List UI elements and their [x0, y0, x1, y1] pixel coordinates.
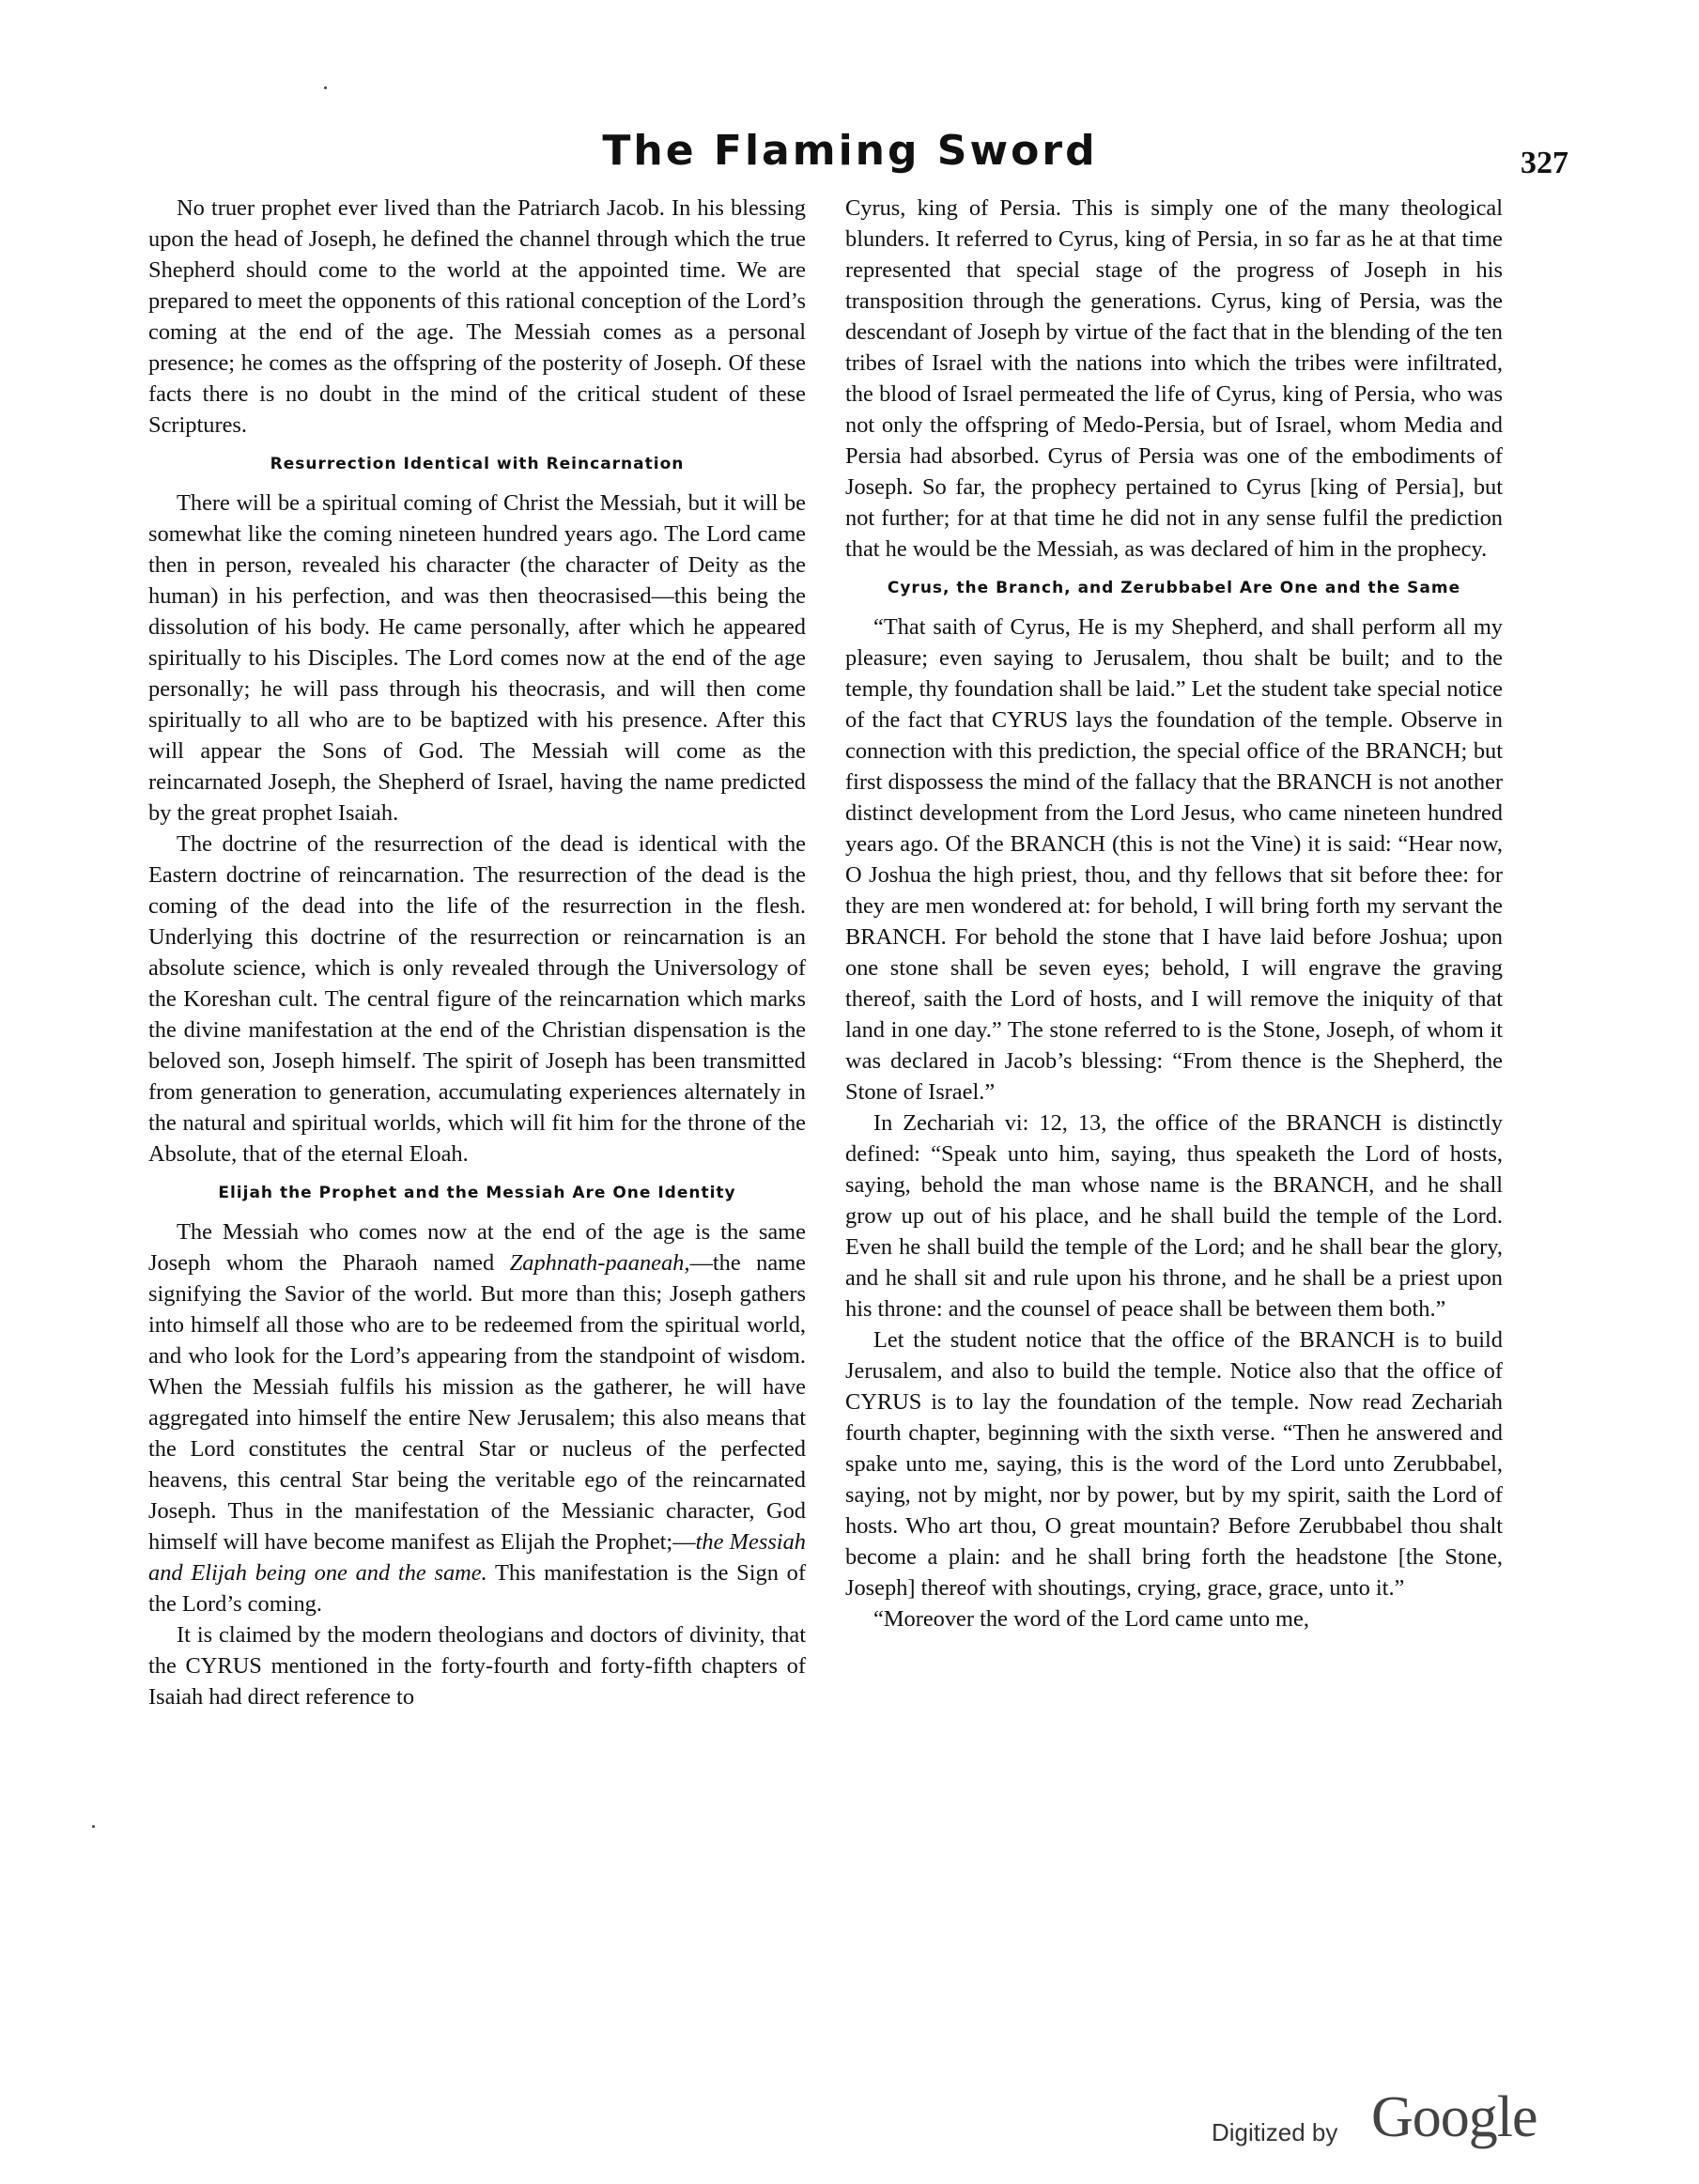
paragraph-text: —the name signifying the Savior of the world. But more than this; Joseph gathers into himself all those who are to be redeemed from the spiritual world, and who look for the Lord’s appearing from the standpoint of wisdom. When the Messiah fulfils his mission as the gatherer, he will have aggregated into himself the entire New Jerusalem; this also means that the Lord constitutes the central Star or nucleus of the perfected heavens, this central Star being the veritable ego of the reincarnated Joseph. Thus in the manifestation of the Messianic character, God himself will have become manifest as Elijah the Prophet;—: [148, 1250, 806, 1555]
section-heading: Cyrus, the Branch, and Zerubbabel Are One and the Same: [887, 579, 1461, 597]
paragraph: Let the student notice that the office of the BRANCH is to build Jerusalem, and also to build the temple. Notice also that the office of CYRUS is to lay the foundation of the temple. Now read Zechariah fourth chapter, beginning with the sixth verse. “Then he answered and spake unto me, saying, this is the word of the Lord unto Zerubbabel, saying, not by might, nor by power, but by my spirit, saith the Lord of hosts. Who art thou, O great mountain? Before Zerubbabel thou shalt become a plain: and he shall bring forth the headstone [the Stone, Joseph] thereof with shoutings, crying, grace, grace, unto it.”: [845, 1327, 1503, 1601]
page-number: 327: [1521, 146, 1568, 180]
scan-speck: [324, 86, 327, 89]
paragraph-text: This manifestation is the Sign of the Lord’s coming.: [148, 1560, 806, 1617]
paragraph-text: The Messiah who comes now at the end of the age is the same Joseph whom the Pharaoh named: [148, 1219, 806, 1276]
paragraph: It is claimed by the modern theologians and doctors of divinity, that the CYRUS mentioned in the forty-fourth and forty-fifth chapters of Isaiah had direct reference to: [148, 1622, 806, 1710]
paragraph: No truer prophet ever lived than the Patriarch Jacob. In his blessing upon the head of Joseph, he defined the channel through which the true Shepherd should come to the world at the appointed time. We are prepared to meet the opponents of this rational conception of the Lord’s coming at the end of the age. The Messiah comes as a personal presence; he comes as the offspring of the posterity of Joseph. Of these facts there is no doubt in the mind of the critical student of these Scriptures.: [148, 195, 806, 438]
italic-text: Zaphnath-paaneah,: [509, 1250, 690, 1276]
right-column: [845, 193, 1503, 1634]
paragraph: Cyrus, king of Persia. This is simply one of the many theological blunders. It referred to Cyrus, king of Persia, in so far as he at that time represented that special stage of the progress of Joseph in his transposition through the generations. Cyrus, king of Persia, was the descendant of Joseph by virtue of the fact that in the blending of the ten tribes of Israel with the nations into which the tribes were infiltrated, the blood of Israel permeated the life of Cyrus, king of Persia, who was not only the offspring of Medo-Persia, but of Israel, whom Media and Persia had absorbed. Cyrus of Persia was one of the embodiments of Joseph. So far, the prophecy pertained to Cyrus [king of Persia], but not further; for at that time he did not in any sense fulfil the prediction that he would be the Messiah, as was declared of him in the prophecy.: [845, 195, 1503, 562]
paragraph: “That saith of Cyrus, He is my Shepherd, and shall perform all my pleasure; even saying to Jerusalem, thou shalt be built; and to the temple, thy foundation shall be laid.” Let the student take special notice of the fact that CYRUS lays the foundation of the temple. Observe in connection with this prediction, the special office of the BRANCH; but first dispossess the mind of the fallacy that the BRANCH is not another distinct development from the Lord Jesus, who came nineteen hundred years ago. Of the BRANCH (this is not the Vine) it is said: “Hear now, O Joshua the high priest, thou, and thy fellows that sit before thee: for they are men wondered at: for behold, I will bring forth my servant the BRANCH. For behold the stone that I have laid before Joshua; upon one stone shall be seven eyes; behold, I will engrave the graving thereof, saith the Lord of hosts, and I will remove the iniquity of that land in one day.” The stone referred to is the Stone, Joseph, of whom it was declared in Jacob’s blessing: “From thence is the Shepherd, the Stone of Israel.”: [845, 614, 1503, 1105]
italic-text: the Messiah and Elijah being one and the same.: [148, 1529, 806, 1586]
left-column: [148, 193, 806, 1712]
paragraph: The doctrine of the resurrection of the dead is identical with the Eastern doctrine of reincarnation. The resurrection of the dead is the coming of the dead into the life of the resurrection in the flesh. Underlying this doctrine of the resurrection or reincarnation is an absolute science, which is only revealed through the Universology of the Koreshan cult. The central figure of the reincarnation which marks the divine manifestation at the end of the Christian dispensation is the beloved son, Joseph himself. The spirit of Joseph has been transmitted from generation to generation, accumulating experiences alternately in the natural and spiritual worlds, which will fit him for the throne of the Absolute, that of the eternal Eloah.: [148, 831, 806, 1167]
paragraph: In Zechariah vi: 12, 13, the office of the BRANCH is distinctly defined: “Speak unto him, saying, thus speaketh the Lord of hosts, saying, behold the man whose name is the BRANCH, and he shall grow up out of his place, and he shall build the temple of the Lord. Even he shall build the temple of the Lord; and he shall bear the glory, and he shall sit and rule upon his throne, and he shall be a priest upon his throne: and the counsel of peace shall be between them both.”: [845, 1110, 1503, 1322]
paragraph: “Moreover the word of the Lord came unto me,: [873, 1606, 1309, 1632]
paragraph: There will be a spiritual coming of Christ the Messiah, but it will be somewhat like the coming nineteen hundred years ago. The Lord came then in person, revealed his character (the character of Deity as the human) in his perfection, and was then theocrasised—this being the dissolution of his body. He came personally, after which he appeared spiritually to his Disciples. The Lord comes now at the end of the age personally; he will pass through his theocrasis, and will then come spiritually to all who are to be baptized with his presence. After this will appear the Sons of God. The Messiah will come as the reincarnated Joseph, the Shepherd of Israel, having the name predicted by the great prophet Isaiah.: [148, 490, 806, 826]
digitized-by-text: Digitized by: [1212, 2118, 1338, 2146]
scan-speck: [92, 1825, 95, 1828]
paragraph: [148, 1216, 806, 1619]
section-heading: Elijah the Prophet and the Messiah Are One Identity: [218, 1184, 736, 1202]
page-header: [131, 127, 1568, 183]
masthead-title: The Flaming Sword: [602, 127, 1098, 175]
google-logo: Google: [1371, 2085, 1537, 2149]
section-heading: Resurrection Identical with Reincarnation: [270, 455, 685, 473]
